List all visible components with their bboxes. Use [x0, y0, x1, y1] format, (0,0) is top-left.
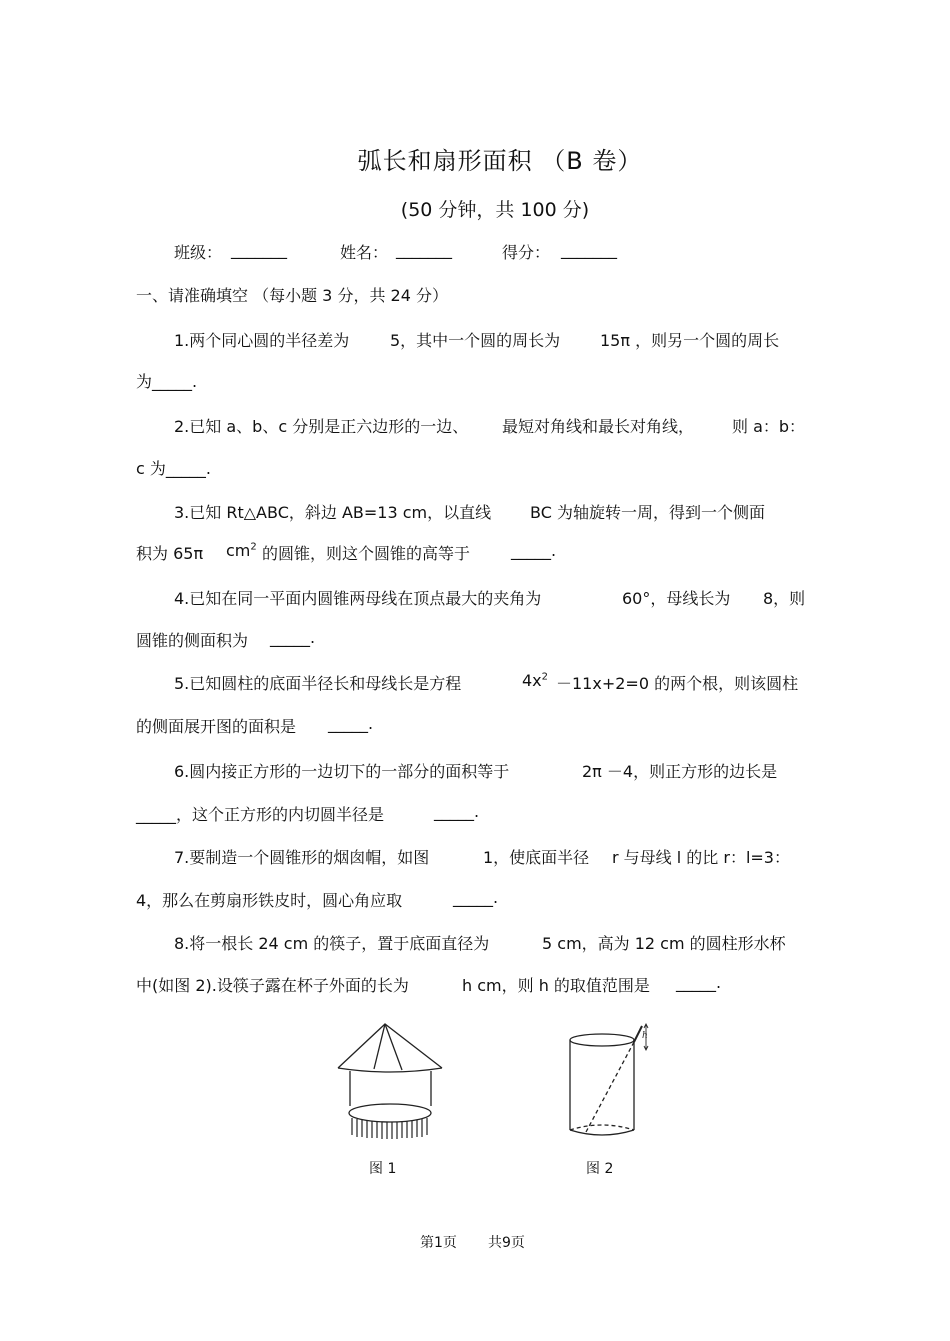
- name-blank: _______: [396, 240, 452, 259]
- q6-line1-b: 2π －4，则正方形的边长是: [582, 762, 778, 781]
- q3-line1-a: 3.已知 Rt△ABC，斜边 AB=13 cm，以直线: [174, 503, 492, 522]
- q5-line1-c: －11x+2=0 的两个根，则该圆柱: [556, 674, 799, 693]
- score-blank: _______: [561, 240, 617, 259]
- q1-line2: 为_____.: [136, 372, 198, 391]
- q3-line2-unit: $cm^2$: [226, 541, 257, 560]
- q7-line2-a: 4，那么在剪扇形铁皮时，圆心角应取: [136, 891, 403, 910]
- q2-line2: c 为_____.: [136, 459, 211, 478]
- q6-line2-a: _____，这个正方形的内切圆半径是: [136, 805, 385, 824]
- figure-2-cup-chopstick: [560, 1012, 660, 1142]
- q2-line1-b: 最短对角线和最长对角线，: [502, 417, 695, 436]
- q5-line1-eq: $4x^2$: [522, 671, 549, 690]
- q8-line1-b: 5 cm，高为 12 cm 的圆柱形水杯: [542, 934, 786, 953]
- name-label: 姓名：: [340, 243, 389, 262]
- q1-line1-b: 5，其中一个圆的周长为: [390, 331, 561, 350]
- q8-line2-c: _____.: [676, 973, 722, 992]
- figure-1-chimney-cap: [330, 1018, 450, 1143]
- q1-line1-c: 15π ，则另一个圆的周长: [600, 331, 780, 350]
- q8-line2-a: 中(如图 2).设筷子露在杯子外面的长为: [136, 976, 409, 995]
- q6-line2-b: _____.: [434, 802, 480, 821]
- q1-line1-a: 1.两个同心圆的半径差为: [174, 331, 350, 350]
- q4-line1-c: 8，则: [763, 589, 806, 608]
- q4-line2-a: 圆锥的侧面积为: [136, 631, 249, 650]
- q4-line1-a: 4.已知在同一平面内圆锥两母线在顶点最大的夹角为: [174, 589, 542, 608]
- q4-line2-b: _____.: [270, 628, 316, 647]
- q4-line1-b: 60°，母线长为: [622, 589, 731, 608]
- page-title: 弧长和扇形面积 （B 卷）: [357, 147, 643, 175]
- q6-line1-a: 6.圆内接正方形的一边切下的一部分的面积等于: [174, 762, 510, 781]
- figure-2-h-label: h: [642, 1031, 648, 1041]
- class-label: 班级：: [174, 243, 223, 262]
- class-blank: _______: [231, 240, 287, 259]
- q8-line2-b: h cm，则 h 的取值范围是: [462, 976, 650, 995]
- page-subtitle: (50 分钟，共 100 分): [400, 199, 590, 221]
- footer-total-pages: 共9页: [488, 1235, 525, 1251]
- q3-line2-c: 的圆锥，则这个圆锥的高等于: [262, 544, 471, 563]
- q5-line2-a: 的侧面展开图的面积是: [136, 717, 297, 736]
- q3-line2-a: 积为 65π: [136, 544, 204, 563]
- q7-line2-b: _____.: [453, 888, 499, 907]
- figure-2-caption: 图 2: [586, 1161, 614, 1177]
- figure-1-caption: 图 1: [369, 1161, 397, 1177]
- q7-line1-a: 7.要制造一个圆锥形的烟囱帽，如图: [174, 848, 430, 867]
- q3-line2-d: _____.: [511, 541, 557, 560]
- q2-line1-c: 则 a：b：: [732, 417, 806, 436]
- section-heading: 一、请准确填空 （每小题 3 分，共 24 分）: [136, 286, 448, 305]
- footer-page-number: 第1页: [420, 1235, 457, 1251]
- score-label: 得分：: [502, 243, 551, 262]
- q5-line2-b: _____.: [328, 714, 374, 733]
- q8-line1-a: 8.将一根长 24 cm 的筷子，置于底面直径为: [174, 934, 490, 953]
- q3-line1-b: BC 为轴旋转一周，得到一个侧面: [530, 503, 765, 522]
- q7-line1-b: 1，使底面半径: [483, 848, 590, 867]
- q2-line1-a: 2.已知 a、b、c 分别是正六边形的一边、: [174, 417, 469, 436]
- q5-line1-a: 5.已知圆柱的底面半径长和母线长是方程: [174, 674, 462, 693]
- q7-line1-c: r 与母线 l 的比 r：l=3：: [612, 848, 790, 867]
